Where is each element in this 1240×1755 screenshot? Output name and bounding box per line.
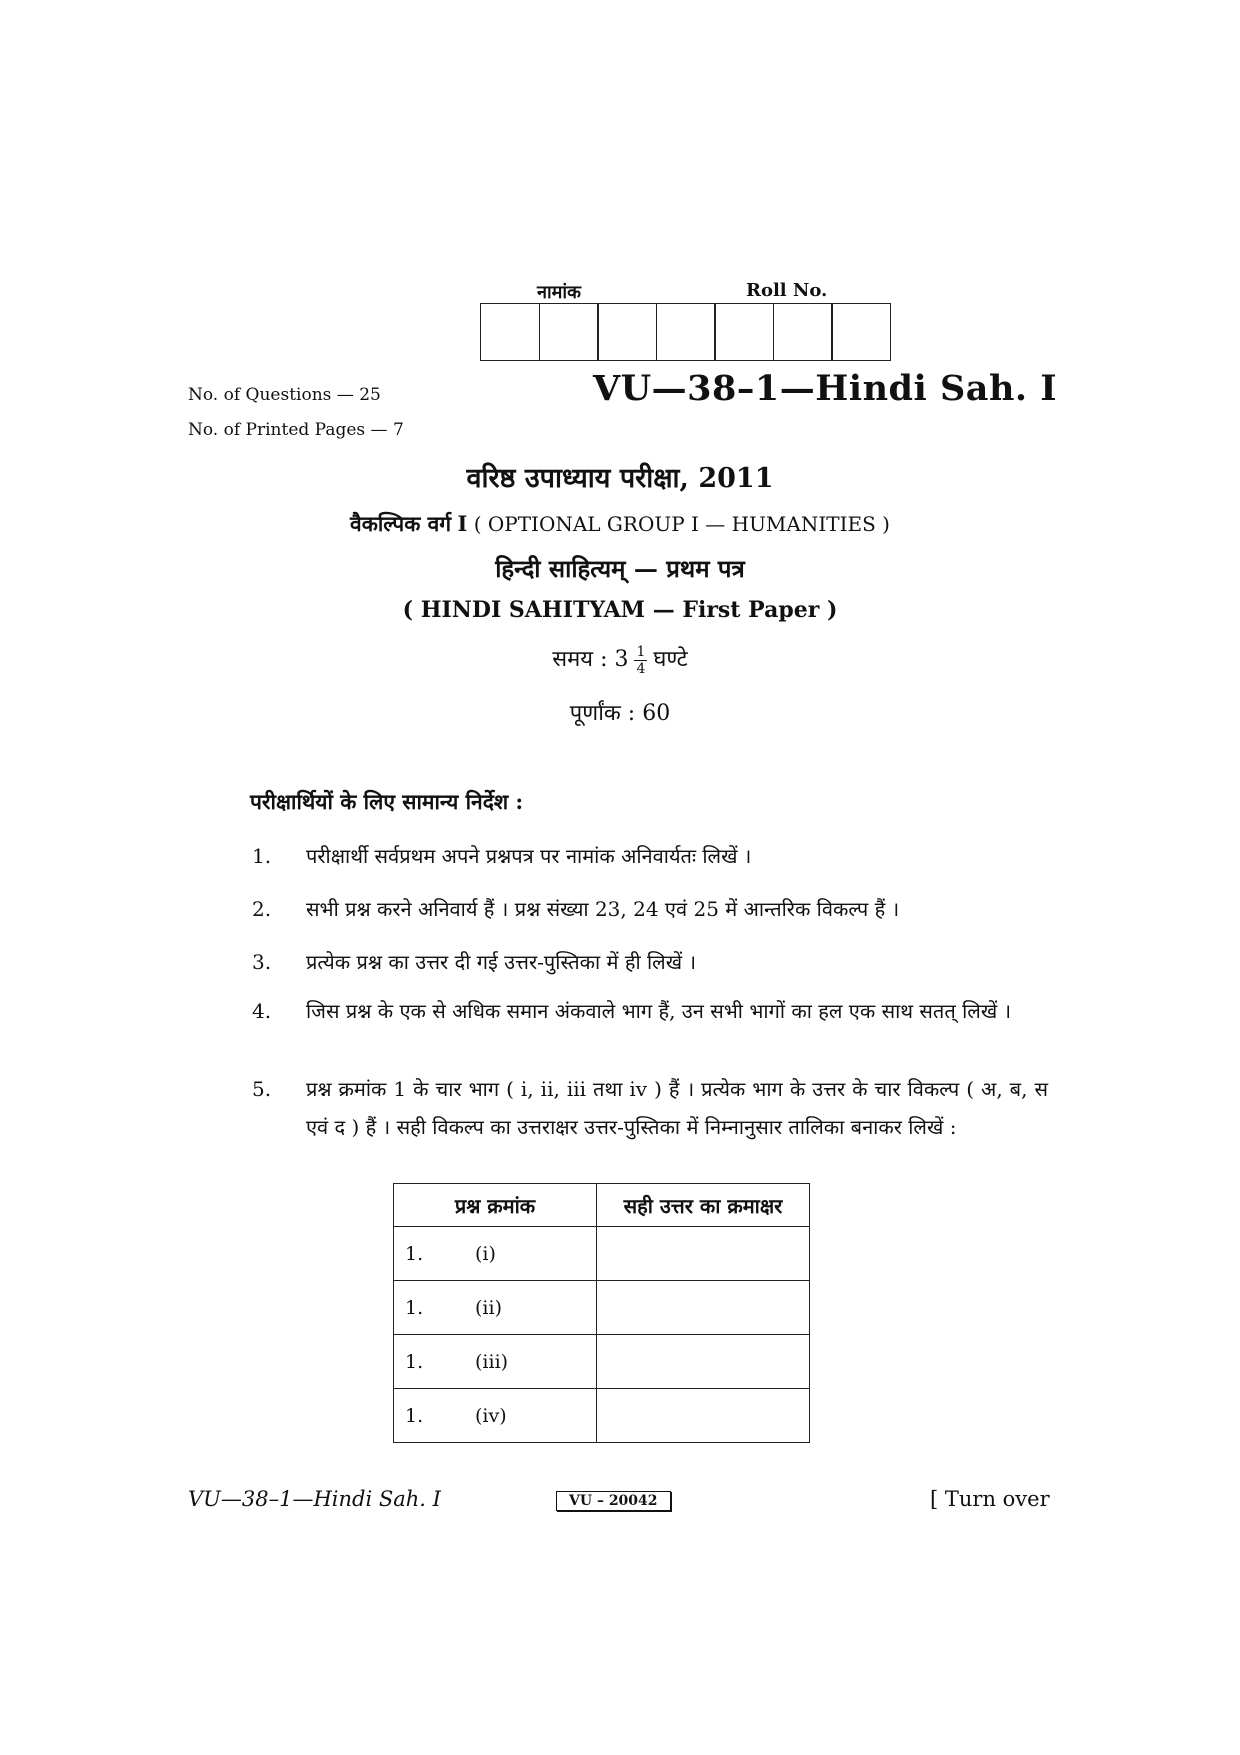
question-number: 1. [405, 1242, 424, 1265]
roll-digit-box[interactable] [539, 303, 599, 361]
table-row [394, 1281, 810, 1335]
table-header-question-number: प्रश्न क्रमांक [394, 1184, 597, 1227]
answer-cell[interactable] [597, 1227, 810, 1281]
optional-group [0, 510, 1240, 538]
instruction-number: 2. [252, 897, 272, 921]
table-row [394, 1389, 810, 1443]
instruction-number: 4. [252, 999, 272, 1023]
group-label-hindi: वैकल्पिक वर्ग [350, 511, 452, 536]
time-fraction [634, 644, 647, 677]
instruction-item [252, 890, 1052, 930]
question-part: (iii) [475, 1350, 509, 1373]
paper-code: VU—38–1—Hindi Sah. I [593, 368, 1058, 409]
instruction-text: परीक्षार्थी सर्वप्रथम अपने प्रश्नपत्र पर नामांक अनिवार्यतः लिखें । [306, 844, 752, 868]
question-number: 1. [405, 1296, 424, 1319]
question-number: 1. [405, 1350, 424, 1373]
instruction-item [252, 992, 1052, 1072]
roll-digit-box[interactable] [480, 303, 540, 361]
answer-cell[interactable] [597, 1389, 810, 1443]
answer-cell[interactable] [597, 1281, 810, 1335]
time-label: समय : 3 [552, 647, 629, 672]
printed-pages-count: No. of Printed Pages — 7 [188, 420, 404, 440]
table-row [394, 1227, 810, 1281]
roll-digit-box[interactable] [773, 303, 833, 361]
answer-format-table [393, 1183, 810, 1443]
exam-title: वरिष्ठ उपाध्याय परीक्षा, 2011 [466, 463, 774, 494]
instruction-text: प्रत्येक प्रश्न का उत्तर दी गई उत्तर-पुस्तिका में ही लिखें । [306, 950, 697, 974]
fraction-denominator: 4 [636, 660, 646, 677]
group-number: I [457, 511, 468, 536]
question-cell [394, 1389, 597, 1443]
instruction-number: 5. [252, 1077, 272, 1101]
question-part: (i) [475, 1242, 496, 1265]
answer-cell[interactable] [597, 1335, 810, 1389]
question-number: 1. [405, 1404, 424, 1427]
roll-digit-box[interactable] [597, 303, 657, 361]
table-header-correct-option: सही उत्तर का क्रमाक्षर [597, 1184, 810, 1227]
instruction-number: 1. [252, 844, 272, 868]
table-row [394, 1335, 810, 1389]
instruction-text: प्रश्न क्रमांक 1 के चार भाग ( i, ii, iii तथा iv ) हैं । प्रत्येक भाग के उत्तर के चार विकल्प ( अ, ब, स एवं द ) हैं । सही विकल्प का उत्तराक्षर उत्तर-पुस्तिका में निम्नानुसार तालिका बनाकर लिखें : [306, 1077, 1048, 1139]
group-label-english: ( OPTIONAL GROUP I — HUMANITIES ) [473, 512, 890, 536]
roll-label-hindi: नामांक [537, 282, 581, 303]
fraction-numerator: 1 [636, 643, 646, 660]
question-cell [394, 1335, 597, 1389]
subject-hindi: हिन्दी साहित्यम् — प्रथम पत्र [495, 554, 745, 583]
instruction-item [252, 837, 1052, 877]
max-marks: पूर्णांक : 60 [569, 701, 671, 726]
roll-digit-box[interactable] [656, 303, 716, 361]
roll-number-boxes [480, 303, 890, 361]
question-part: (iv) [475, 1404, 507, 1427]
footer-serial-code: VU – 20042 [556, 1491, 671, 1511]
question-cell [394, 1281, 597, 1335]
instructions-heading: परीक्षार्थियों के लिए सामान्य निर्देश : [250, 789, 524, 814]
time-allowed [0, 643, 1240, 677]
subject-english: ( HINDI SAHITYAM — First Paper ) [402, 597, 838, 623]
instruction-text: जिस प्रश्न के एक से अधिक समान अंकवाले भाग हैं, उन सभी भागों का हल एक साथ सतत् लिखें । [306, 999, 1012, 1023]
instruction-item [252, 943, 1052, 983]
questions-count: No. of Questions — 25 [188, 385, 381, 405]
instruction-text: सभी प्रश्न करने अनिवार्य हैं । प्रश्न संख्या 23, 24 एवं 25 में आन्तरिक विकल्प हैं । [306, 897, 900, 921]
turn-over-note: [ Turn over [930, 1487, 1050, 1511]
instruction-number: 3. [252, 950, 272, 974]
roll-digit-box[interactable] [714, 303, 774, 361]
instruction-item [252, 1070, 1052, 1190]
question-cell [394, 1227, 597, 1281]
question-part: (ii) [475, 1296, 502, 1319]
roll-label-english: Roll No. [746, 280, 828, 301]
roll-digit-box[interactable] [831, 303, 891, 361]
time-unit: घण्टे [653, 647, 688, 672]
footer-paper-code: VU—38–1—Hindi Sah. I [188, 1487, 441, 1511]
